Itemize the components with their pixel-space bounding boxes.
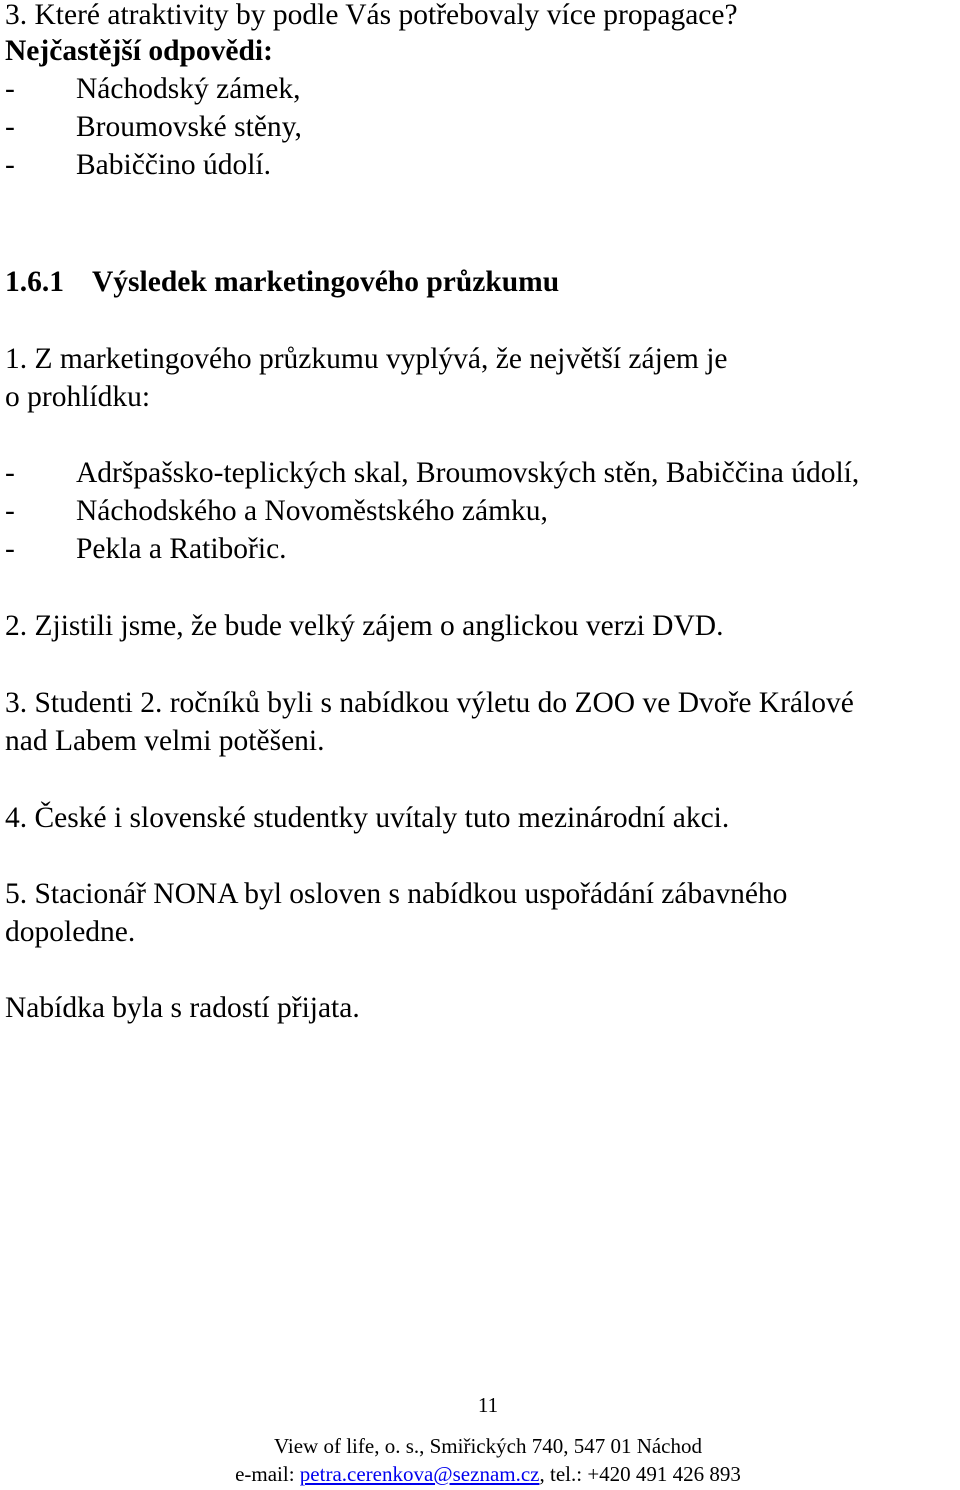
answer-item: - Náchodský zámek, bbox=[5, 73, 301, 105]
result-3-line-1: 3. Studenti 2. ročníků byli s nabídkou výletu do ZOO ve Dvoře Králové bbox=[5, 687, 854, 719]
page-number: 11 bbox=[477, 1393, 499, 1417]
result-5-line-2: dopoledne. bbox=[5, 916, 136, 948]
footer-contact bbox=[0, 1461, 960, 1487]
answer-item: - Babiččino údolí. bbox=[5, 149, 271, 181]
email-link[interactable]: petra.cerenkova@seznam.cz bbox=[299, 1462, 540, 1486]
result-5-line-1: 5. Stacionář NONA byl osloven s nabídkou uspořádání zábavného bbox=[5, 878, 788, 910]
email-label: e-mail: bbox=[235, 1462, 300, 1486]
footer-address: View of life, o. s., Smiřických 740, 547 01 Náchod bbox=[274, 1434, 702, 1458]
result-4: 4. České i slovenské studentky uvítaly tuto mezinárodní akci. bbox=[5, 802, 730, 834]
result-2: 2. Zjistili jsme, že bude velký zájem o anglickou verzi DVD. bbox=[5, 610, 724, 642]
section-title: Výsledek marketingového průzkumu bbox=[92, 266, 560, 298]
result-1-item: - Pekla a Ratibořic. bbox=[5, 533, 287, 565]
question-text: 3. Které atraktivity by podle Vás potřebovaly více propagace? bbox=[5, 0, 738, 31]
section-heading bbox=[5, 264, 559, 300]
section-number: 1.6.1 bbox=[5, 266, 64, 298]
answers-label: Nejčastější odpovědi: bbox=[5, 35, 273, 67]
result-3-line-2: nad Labem velmi potěšeni. bbox=[5, 725, 325, 757]
answer-item: - Broumovské stěny, bbox=[5, 111, 302, 143]
phone-text: , tel.: +420 491 426 893 bbox=[539, 1462, 741, 1486]
result-1-item: - Adršpašsko-teplických skal, Broumovských stěn, Babiččina údolí, bbox=[5, 457, 860, 489]
result-1-line-1: 1. Z marketingového průzkumu vyplývá, že největší zájem je bbox=[5, 343, 728, 375]
result-1-line-2: o prohlídku: bbox=[5, 381, 151, 413]
result-1-item: - Náchodského a Novoměstského zámku, bbox=[5, 495, 548, 527]
result-6: Nabídka byla s radostí přijata. bbox=[5, 992, 360, 1024]
